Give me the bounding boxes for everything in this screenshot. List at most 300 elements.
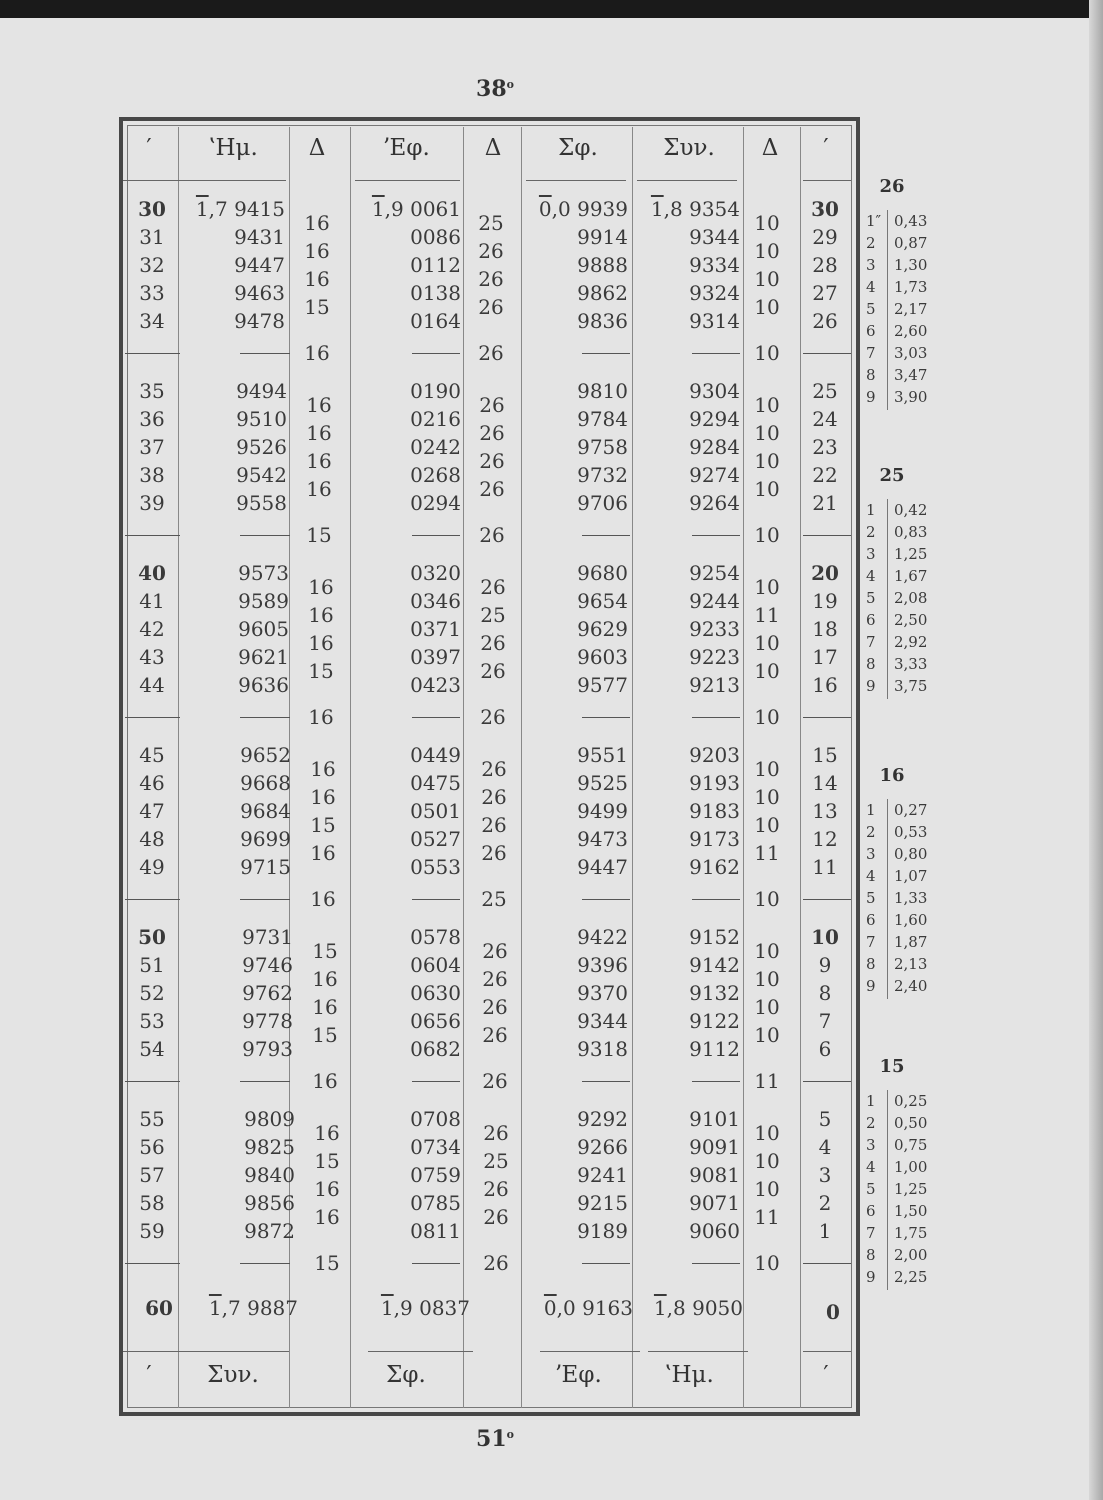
proportional-parts-value: 1,07 xyxy=(894,867,928,885)
tan-log-value: 0423 xyxy=(410,673,461,697)
cos-difference: 10 xyxy=(754,785,780,809)
cos-difference: 10 xyxy=(754,341,780,365)
cos-difference: 10 xyxy=(754,295,780,319)
proportional-parts-index: 3 xyxy=(866,256,876,274)
tan-log-value: 0759 xyxy=(410,1163,461,1187)
cos-difference: 10 xyxy=(754,575,780,599)
sin-difference: 15 xyxy=(308,659,334,683)
complement-minute-label: 27 xyxy=(812,281,838,305)
cot-log-value: 9706 xyxy=(577,491,628,515)
proportional-parts-rule xyxy=(887,799,888,999)
complement-minute-label: 28 xyxy=(812,253,838,277)
sin-difference: 16 xyxy=(310,887,336,911)
column-footer: ′ xyxy=(146,1362,152,1388)
proportional-parts-index: 5 xyxy=(866,889,876,907)
proportional-parts-rule xyxy=(887,499,888,699)
tan-log-value: 0242 xyxy=(410,435,461,459)
sin-log-value: 9621 xyxy=(238,645,289,669)
cos-log-value: 9081 xyxy=(689,1163,740,1187)
minute-label: 38 xyxy=(139,463,165,487)
sin-difference: 16 xyxy=(310,785,336,809)
tan-log-value: 0501 xyxy=(410,799,461,823)
cos-difference: 10 xyxy=(754,1177,780,1201)
minute-label: 41 xyxy=(139,589,165,613)
minute-label: 43 xyxy=(139,645,165,669)
complement-minute-label: 9 xyxy=(818,953,832,977)
minute-label: 37 xyxy=(139,435,165,459)
complement-minute-label: 0 xyxy=(826,1300,840,1324)
minute-label: 57 xyxy=(139,1163,165,1187)
cos-difference: 10 xyxy=(754,239,780,263)
sin-log-value: 9856 xyxy=(244,1191,295,1215)
minute-label: 39 xyxy=(139,491,165,515)
cos-log-value: 9142 xyxy=(689,953,740,977)
column-footer: ʼΕφ. xyxy=(554,1362,602,1388)
cot-log-value: 9758 xyxy=(577,435,628,459)
cot-log-value: 0,0 9163 xyxy=(543,1296,633,1320)
column-header: ʼΕφ. xyxy=(382,135,430,161)
tan-difference: 26 xyxy=(479,449,505,473)
cos-log-value: 9344 xyxy=(689,225,740,249)
sin-log-value: 9825 xyxy=(244,1135,295,1159)
cot-log-value: 9836 xyxy=(577,309,628,333)
column-header: Δ xyxy=(761,135,779,161)
group-rule-sin xyxy=(240,353,290,354)
tan-difference: 26 xyxy=(483,1251,509,1275)
proportional-parts-index: 5 xyxy=(866,589,876,607)
tan-difference: 26 xyxy=(480,705,506,729)
cos-log-value: 1,8 9354 xyxy=(650,197,740,221)
cot-log-value: 9266 xyxy=(577,1135,628,1159)
sin-log-value: 9636 xyxy=(238,673,289,697)
complement-minute-label: 15 xyxy=(812,743,838,767)
proportional-parts-value: 1,75 xyxy=(894,1224,928,1242)
sin-log-value: 9684 xyxy=(240,799,291,823)
cot-log-value: 0,0 9939 xyxy=(538,197,628,221)
tan-log-value: 0527 xyxy=(410,827,461,851)
cos-log-value: 1,8 9050 xyxy=(653,1296,743,1320)
column-separator xyxy=(350,127,351,1408)
tan-log-value: 0708 xyxy=(410,1107,461,1131)
tan-log-value: 0578 xyxy=(410,925,461,949)
tan-difference: 26 xyxy=(483,1205,509,1229)
cos-log-value: 9324 xyxy=(689,281,740,305)
proportional-parts-index: 3 xyxy=(866,1136,876,1154)
cot-log-value: 9447 xyxy=(577,855,628,879)
complement-minute-label: 25 xyxy=(812,379,838,403)
sin-log-value: 9589 xyxy=(238,589,289,613)
tan-log-value: 0346 xyxy=(410,589,461,613)
scan-top-edge xyxy=(0,0,1103,18)
proportional-parts-index: 9 xyxy=(866,388,876,406)
proportional-parts-value: 2,92 xyxy=(894,633,928,651)
tan-log-value: 0449 xyxy=(410,743,461,767)
sin-difference: 16 xyxy=(310,841,336,865)
minute-label: 58 xyxy=(139,1191,165,1215)
minute-label: 59 xyxy=(139,1219,165,1243)
cos-log-value: 9193 xyxy=(689,771,740,795)
group-rule-sin xyxy=(240,1263,290,1264)
group-rule-comp xyxy=(803,353,851,354)
proportional-parts-index: 7 xyxy=(866,633,876,651)
proportional-parts-value: 0,42 xyxy=(894,501,928,519)
column-separator xyxy=(463,127,464,1408)
cot-log-value: 9654 xyxy=(577,589,628,613)
minute-label: 49 xyxy=(139,855,165,879)
proportional-parts-value: 1,73 xyxy=(894,278,928,296)
proportional-parts-value: 3,75 xyxy=(894,677,928,695)
cos-difference: 10 xyxy=(754,1149,780,1173)
header-rule xyxy=(123,180,183,181)
header-rule xyxy=(355,180,460,181)
cos-log-value: 9183 xyxy=(689,799,740,823)
cos-difference: 10 xyxy=(754,705,780,729)
cot-log-value: 9629 xyxy=(577,617,628,641)
cos-log-value: 9122 xyxy=(689,1009,740,1033)
group-rule-cos xyxy=(692,535,740,536)
tan-difference: 26 xyxy=(483,1121,509,1145)
proportional-parts-index: 8 xyxy=(866,366,876,384)
cos-log-value: 9304 xyxy=(689,379,740,403)
sin-difference: 16 xyxy=(308,631,334,655)
group-rule-tan xyxy=(412,899,460,900)
group-rule-sin xyxy=(240,717,290,718)
column-header: ʽΗμ. xyxy=(208,135,258,161)
proportional-parts-index: 1 xyxy=(866,801,876,819)
minute-label: 42 xyxy=(139,617,165,641)
cot-log-value: 9344 xyxy=(577,1009,628,1033)
minute-label: 35 xyxy=(139,379,165,403)
column-header: ′ xyxy=(823,135,829,161)
sin-difference: 16 xyxy=(308,575,334,599)
sin-log-value: 9652 xyxy=(240,743,291,767)
tan-difference: 26 xyxy=(482,967,508,991)
proportional-parts-value: 2,08 xyxy=(894,589,928,607)
proportional-parts-value: 0,50 xyxy=(894,1114,928,1132)
sin-difference: 16 xyxy=(304,239,330,263)
proportional-parts-value: 2,17 xyxy=(894,300,928,318)
group-rule-cos xyxy=(692,1263,740,1264)
sin-log-value: 9463 xyxy=(234,281,285,305)
cos-difference: 10 xyxy=(754,995,780,1019)
cos-difference: 10 xyxy=(754,967,780,991)
tan-log-value: 0268 xyxy=(410,463,461,487)
cot-log-value: 9732 xyxy=(577,463,628,487)
minute-label: 36 xyxy=(139,407,165,431)
proportional-parts-index: 1″ xyxy=(866,212,882,230)
cot-log-value: 9241 xyxy=(577,1163,628,1187)
cot-log-value: 9551 xyxy=(577,743,628,767)
cos-difference: 10 xyxy=(754,211,780,235)
cos-log-value: 9274 xyxy=(689,463,740,487)
tan-log-value: 0138 xyxy=(410,281,461,305)
minute-label: 33 xyxy=(139,281,165,305)
complement-minute-label: 11 xyxy=(812,855,838,879)
column-footer: Σφ. xyxy=(386,1362,426,1388)
sin-difference: 15 xyxy=(310,813,336,837)
proportional-parts-value: 0,25 xyxy=(894,1092,928,1110)
column-separator xyxy=(289,127,290,1408)
proportional-parts-value: 0,27 xyxy=(894,801,928,819)
column-footer: ʽΗμ. xyxy=(664,1362,714,1388)
sin-difference: 15 xyxy=(304,295,330,319)
proportional-parts-value: 0,83 xyxy=(894,523,928,541)
group-rule-tan xyxy=(412,535,460,536)
sin-difference: 16 xyxy=(312,967,338,991)
tan-difference: 26 xyxy=(481,757,507,781)
footer-rule xyxy=(540,1351,640,1352)
tan-log-value: 1,9 0061 xyxy=(371,197,461,221)
cot-log-value: 9862 xyxy=(577,281,628,305)
sin-difference: 16 xyxy=(314,1121,340,1145)
sin-log-value: 9840 xyxy=(244,1163,295,1187)
tan-difference: 26 xyxy=(481,785,507,809)
tan-difference: 26 xyxy=(478,341,504,365)
sin-difference: 16 xyxy=(314,1205,340,1229)
proportional-parts-index: 1 xyxy=(866,1092,876,1110)
minute-label: 55 xyxy=(139,1107,165,1131)
minute-label: 32 xyxy=(139,253,165,277)
sin-log-value: 9558 xyxy=(236,491,287,515)
proportional-parts-index: 8 xyxy=(866,1246,876,1264)
group-rule-tan xyxy=(412,353,460,354)
cos-log-value: 9162 xyxy=(689,855,740,879)
proportional-parts-rule xyxy=(887,1090,888,1290)
sin-log-value: 9699 xyxy=(240,827,291,851)
minute-label: 46 xyxy=(139,771,165,795)
complement-minute-label: 7 xyxy=(818,1009,832,1033)
proportional-parts-index: 6 xyxy=(866,322,876,340)
minute-label: 53 xyxy=(139,1009,165,1033)
cos-difference: 10 xyxy=(754,523,780,547)
tan-log-value: 0604 xyxy=(410,953,461,977)
sin-difference: 16 xyxy=(310,757,336,781)
cos-log-value: 9132 xyxy=(689,981,740,1005)
proportional-parts-value: 1,33 xyxy=(894,889,928,907)
proportional-parts-value: 3,47 xyxy=(894,366,928,384)
sin-log-value: 9778 xyxy=(242,1009,293,1033)
cos-difference: 11 xyxy=(754,603,780,627)
sin-log-value: 9478 xyxy=(234,309,285,333)
proportional-parts-value: 1,50 xyxy=(894,1202,928,1220)
proportional-parts-index: 7 xyxy=(866,1224,876,1242)
tan-difference: 26 xyxy=(483,1177,509,1201)
complement-minute-label: 5 xyxy=(818,1107,832,1131)
sin-log-value: 9872 xyxy=(244,1219,295,1243)
proportional-parts-value: 1,00 xyxy=(894,1158,928,1176)
cos-log-value: 9203 xyxy=(689,743,740,767)
bottom-degree-heading: 51$^o$ xyxy=(476,1426,514,1452)
complement-minute-label: 14 xyxy=(812,771,838,795)
proportional-parts-index: 3 xyxy=(866,545,876,563)
cos-difference: 10 xyxy=(754,1251,780,1275)
proportional-parts-value: 1,25 xyxy=(894,1180,928,1198)
sin-difference: 16 xyxy=(314,1177,340,1201)
cos-difference: 10 xyxy=(754,631,780,655)
complement-minute-label: 26 xyxy=(812,309,838,333)
sin-difference: 16 xyxy=(304,341,330,365)
proportional-parts-value: 1,30 xyxy=(894,256,928,274)
cos-log-value: 9112 xyxy=(689,1037,740,1061)
group-rule-tan xyxy=(412,717,460,718)
proportional-parts-value: 1,60 xyxy=(894,911,928,929)
sin-difference: 15 xyxy=(314,1149,340,1173)
sin-difference: 16 xyxy=(308,603,334,627)
proportional-parts-title: 25 xyxy=(879,465,905,486)
cot-log-value: 9499 xyxy=(577,799,628,823)
tan-log-value: 0397 xyxy=(410,645,461,669)
sin-log-value: 9431 xyxy=(234,225,285,249)
group-rule-comp xyxy=(803,1263,851,1264)
proportional-parts-index: 3 xyxy=(866,845,876,863)
tan-difference: 25 xyxy=(478,211,504,235)
group-rule-comp xyxy=(803,899,851,900)
complement-minute-label: 30 xyxy=(811,197,839,221)
complement-minute-label: 24 xyxy=(812,407,838,431)
cos-difference: 10 xyxy=(754,449,780,473)
sin-difference: 16 xyxy=(304,211,330,235)
proportional-parts-index: 6 xyxy=(866,911,876,929)
column-separator xyxy=(521,127,522,1408)
cot-log-value: 9422 xyxy=(577,925,628,949)
proportional-parts-value: 0,80 xyxy=(894,845,928,863)
proportional-parts-index: 5 xyxy=(866,1180,876,1198)
tan-log-value: 0086 xyxy=(410,225,461,249)
minute-label: 52 xyxy=(139,981,165,1005)
proportional-parts-value: 1,25 xyxy=(894,545,928,563)
proportional-parts-index: 2 xyxy=(866,523,876,541)
complement-minute-label: 6 xyxy=(818,1037,832,1061)
proportional-parts-value: 1,67 xyxy=(894,567,928,585)
sin-difference: 16 xyxy=(304,267,330,291)
cos-difference: 10 xyxy=(754,421,780,445)
header-rule xyxy=(803,180,851,181)
cos-difference: 10 xyxy=(754,813,780,837)
sin-log-value: 1,7 9887 xyxy=(208,1296,298,1320)
tan-difference: 26 xyxy=(479,421,505,445)
proportional-parts-value: 0,53 xyxy=(894,823,928,841)
group-rule-sin xyxy=(240,899,290,900)
column-header: Δ xyxy=(308,135,326,161)
sin-log-value: 9731 xyxy=(242,925,293,949)
proportional-parts-value: 0,75 xyxy=(894,1136,928,1154)
tan-difference: 26 xyxy=(480,659,506,683)
tan-difference: 25 xyxy=(483,1149,509,1173)
group-rule-cos xyxy=(692,353,740,354)
minute-label: 47 xyxy=(139,799,165,823)
minute-label: 51 xyxy=(139,953,165,977)
tan-difference: 26 xyxy=(479,477,505,501)
tan-difference: 26 xyxy=(480,575,506,599)
tan-log-value: 0216 xyxy=(410,407,461,431)
sin-log-value: 9762 xyxy=(242,981,293,1005)
complement-minute-label: 8 xyxy=(818,981,832,1005)
tan-difference: 26 xyxy=(478,239,504,263)
tan-log-value: 0190 xyxy=(410,379,461,403)
proportional-parts-value: 2,00 xyxy=(894,1246,928,1264)
sin-log-value: 9793 xyxy=(242,1037,293,1061)
minute-label: 48 xyxy=(139,827,165,851)
cot-log-value: 9215 xyxy=(577,1191,628,1215)
tan-log-value: 0682 xyxy=(410,1037,461,1061)
minute-label: 60 xyxy=(145,1296,173,1320)
tan-difference: 26 xyxy=(480,631,506,655)
group-rule-cot xyxy=(582,1263,630,1264)
minute-label: 50 xyxy=(138,925,166,949)
tan-log-value: 0734 xyxy=(410,1135,461,1159)
group-rule-cot xyxy=(582,535,630,536)
minute-label: 44 xyxy=(139,673,165,697)
complement-minute-label: 18 xyxy=(812,617,838,641)
group-rule-cot xyxy=(582,899,630,900)
group-rule-tan xyxy=(412,1081,460,1082)
group-rule-cot xyxy=(582,1081,630,1082)
sin-log-value: 9605 xyxy=(238,617,289,641)
sin-log-value: 9746 xyxy=(242,953,293,977)
column-header: Σφ. xyxy=(558,135,598,161)
cos-log-value: 9152 xyxy=(689,925,740,949)
cos-difference: 10 xyxy=(754,267,780,291)
sin-log-value: 9447 xyxy=(234,253,285,277)
group-rule-minute xyxy=(125,353,180,354)
tan-log-value: 0630 xyxy=(410,981,461,1005)
tan-log-value: 0294 xyxy=(410,491,461,515)
cot-log-value: 9577 xyxy=(577,673,628,697)
group-rule-minute xyxy=(125,717,180,718)
complement-minute-label: 4 xyxy=(818,1135,832,1159)
complement-minute-label: 29 xyxy=(812,225,838,249)
cot-log-value: 9370 xyxy=(577,981,628,1005)
cos-log-value: 9223 xyxy=(689,645,740,669)
complement-minute-label: 19 xyxy=(812,589,838,613)
tan-difference: 26 xyxy=(482,995,508,1019)
cot-log-value: 9784 xyxy=(577,407,628,431)
tan-difference: 25 xyxy=(480,603,506,627)
column-separator xyxy=(178,127,179,1408)
proportional-parts-index: 8 xyxy=(866,955,876,973)
cos-difference: 10 xyxy=(754,477,780,501)
cot-log-value: 9680 xyxy=(577,561,628,585)
group-rule-minute xyxy=(125,535,180,536)
tan-difference: 26 xyxy=(479,393,505,417)
proportional-parts-index: 2 xyxy=(866,234,876,252)
cos-log-value: 9173 xyxy=(689,827,740,851)
sin-difference: 16 xyxy=(312,1069,338,1093)
column-separator xyxy=(743,127,744,1408)
tan-difference: 26 xyxy=(478,267,504,291)
group-rule-comp xyxy=(803,1081,851,1082)
group-rule-minute xyxy=(125,1263,180,1264)
sin-log-value: 9573 xyxy=(238,561,289,585)
proportional-parts-value: 2,60 xyxy=(894,322,928,340)
cos-difference: 11 xyxy=(754,841,780,865)
group-rule-sin xyxy=(240,1081,290,1082)
sin-difference: 16 xyxy=(306,393,332,417)
complement-minute-label: 3 xyxy=(818,1163,832,1187)
cot-log-value: 9810 xyxy=(577,379,628,403)
column-header: ′ xyxy=(146,135,152,161)
cos-log-value: 9264 xyxy=(689,491,740,515)
group-rule-cot xyxy=(582,353,630,354)
cot-log-value: 9189 xyxy=(577,1219,628,1243)
column-separator xyxy=(632,127,633,1408)
cos-difference: 10 xyxy=(754,659,780,683)
cot-log-value: 9603 xyxy=(577,645,628,669)
sin-log-value: 9510 xyxy=(236,407,287,431)
proportional-parts-index: 4 xyxy=(866,567,876,585)
tan-log-value: 0112 xyxy=(410,253,461,277)
proportional-parts-index: 9 xyxy=(866,677,876,695)
